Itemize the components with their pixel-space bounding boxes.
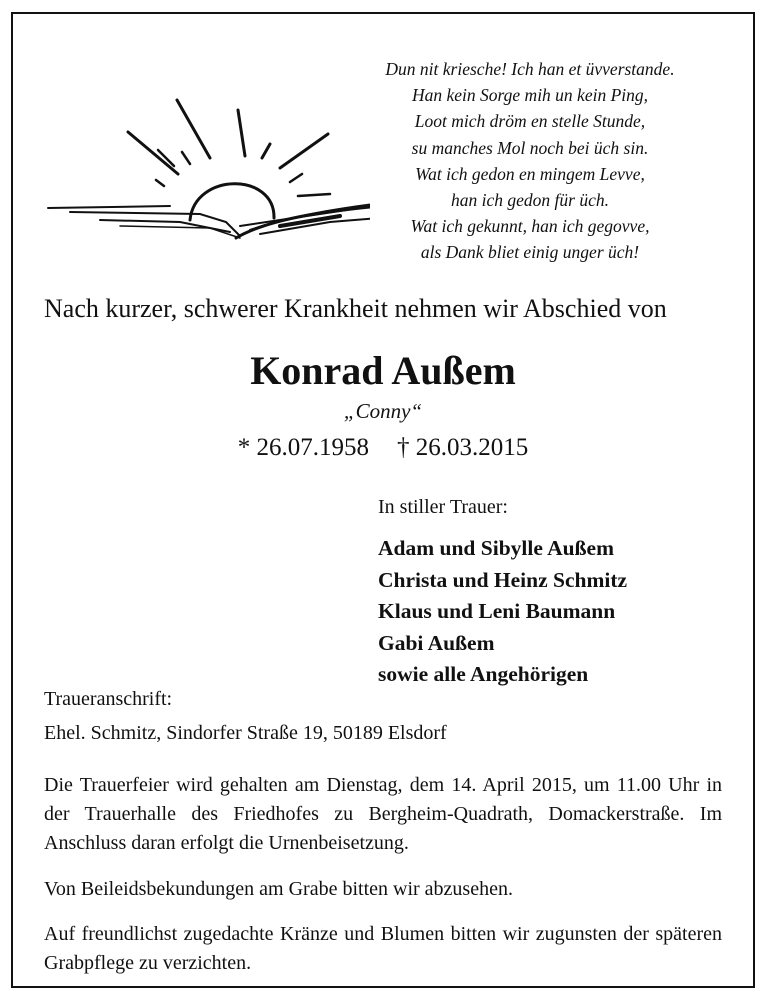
address-label: Traueranschrift:: [44, 688, 173, 710]
poem-line: Dun nit kriesche! Ich han et üvverstande.: [385, 59, 675, 79]
funeral-text: Die Trauerfeier wird gehalten am Dienstag, dem 14. April 2015, um 11.00 Uhr in der Trauerhalle des Friedhofes zu Bergheim-Quadrath, Domackerstraße. Im Anschluss daran erfolgt die Urnenbeisetzung.: [44, 774, 722, 854]
poem: [330, 56, 730, 266]
condolence-text: Von Beileidsbekundungen am Grabe bitten wir abzusehen.: [44, 878, 513, 900]
life-dates: [0, 433, 766, 463]
list-item: Adam und Sibylle Außem: [378, 536, 614, 560]
list-item: Christa und Heinz Schmitz: [378, 567, 628, 592]
poem-line: Wat ich gedon en mingem Levve,: [415, 163, 645, 184]
poem-line: Han kein Sorge mih un kein Ping,: [411, 85, 649, 106]
birth-date: * 26.07.1958: [237, 434, 369, 461]
poem-line: als Dank bliet einig unger üch!: [420, 242, 640, 263]
flowers-text: Auf freundlichst zugedachte Kränze und Blumen bitten wir zugunsten der späteren Grabpflege zu verzichten.: [44, 923, 722, 974]
address: Ehel. Schmitz, Sindorfer Straße 19, 50189 Elsdorf: [44, 722, 447, 744]
poem-line: Loot mich dröm en stelle Stunde,: [414, 111, 646, 132]
intro-text: Nach kurzer, schwerer Krankheit nehmen wir Abschied von: [44, 294, 667, 323]
poem-line: han ich gedon für üch.: [451, 190, 609, 211]
list-item: sowie alle Angehörigen: [378, 662, 589, 686]
poem-line: su manches Mol noch bei üch sin.: [411, 137, 649, 158]
mourners-list: [378, 533, 627, 691]
nickname: „Conny“: [343, 399, 423, 423]
list-item: Gabi Außem: [378, 630, 495, 655]
list-item: Klaus und Leni Baumann: [378, 599, 616, 623]
sunset-icon: [40, 92, 370, 252]
death-date: † 26.03.2015: [397, 434, 529, 461]
poem-line: Wat ich gekunnt, han ich gegovve,: [410, 216, 650, 237]
deceased-name: Konrad Außem: [250, 348, 516, 393]
mourning-label: In stiller Trauer:: [378, 496, 508, 518]
